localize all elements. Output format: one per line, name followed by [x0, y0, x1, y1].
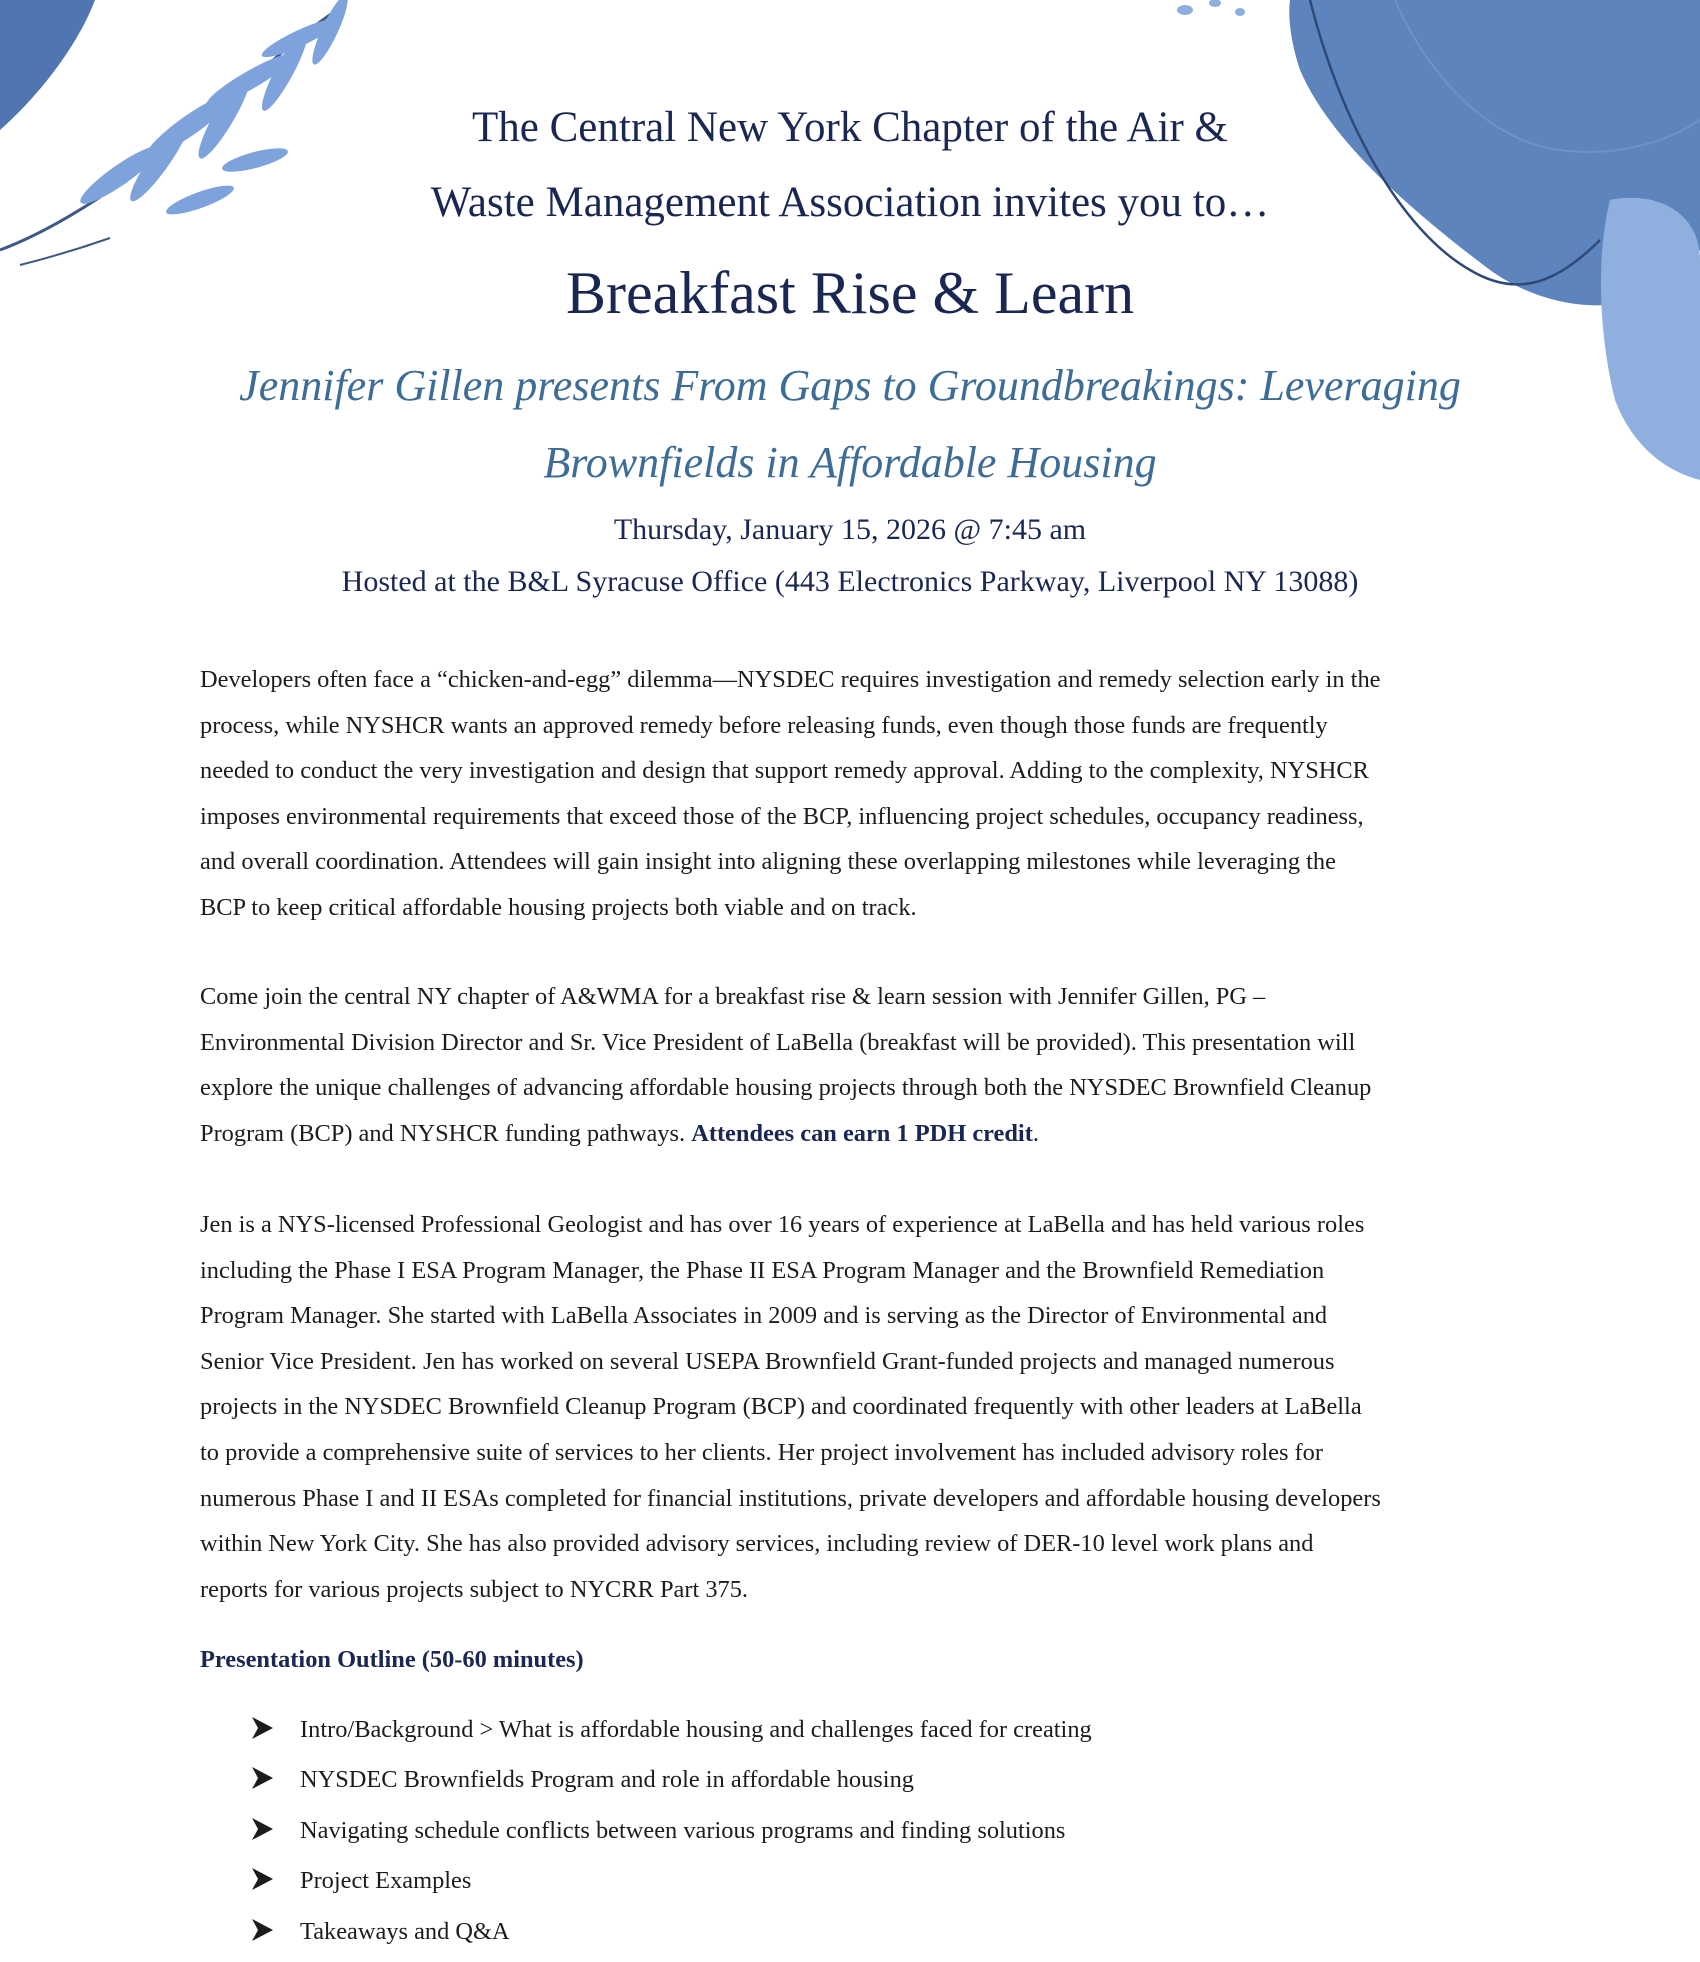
paragraph-line: Jen is a NYS-licensed Professional Geologist and has over 16 years of experience at LaBella and has held various roles: [200, 1211, 1365, 1238]
event-date: Thursday, January 15, 2026 @ 7:45 am: [613, 513, 1087, 546]
paragraph-line: process, while NYSHCR wants an approved remedy before releasing funds, even though those funds are frequently: [200, 711, 1328, 739]
paragraph-speaker-bio: [200, 1202, 1510, 1612]
decorative-dots: [1177, 0, 1245, 16]
event-location: Hosted at the B&L Syracuse Office (443 Electronics Parkway, Liverpool NY 13088): [341, 565, 1359, 598]
arrowhead-bullet-icon: [250, 1766, 274, 1790]
pdh-credit-note: Attendees can earn 1 PDH credit: [691, 1119, 1033, 1147]
paragraph-line: needed to conduct the very investigation and design that support remedy approval. Adding to the complexity, NYSHCR: [200, 757, 1369, 785]
list-item-text: Intro/Background > What is affordable housing and challenges faced for creating: [300, 1716, 1092, 1743]
outline-heading: Presentation Outline (50-60 minutes): [200, 1646, 584, 1673]
paragraph-line: including the Phase I ESA Program Manager, the Phase II ESA Program Manager and the Brownfield Remediation: [200, 1256, 1325, 1284]
paragraph-line: Come join the central NY chapter of A&WMA for a breakfast rise & learn session with Jennifer Gillen, PG –: [200, 983, 1266, 1010]
org-line-1: The Central New York Chapter of the Air &: [472, 104, 1228, 151]
paragraph-line: imposes environmental requirements that exceed those of the BCP, influencing project schedules, occupancy readiness,: [200, 802, 1364, 830]
paragraph-overview: [200, 657, 1510, 931]
paragraph-line: numerous Phase I and II ESAs completed for financial institutions, private developers and affordable housing developers: [200, 1484, 1381, 1512]
paragraph-line: Environmental Division Director and Sr. Vice President of LaBella (breakfast will be provided). This presentation will: [200, 1028, 1356, 1056]
paragraph-line: reports for various projects subject to NYCRR Part 375.: [200, 1575, 749, 1603]
arrowhead-bullet-icon: [250, 1716, 274, 1740]
paragraph-line: Senior Vice President. Jen has worked on several USEPA Brownfield Grant-funded projects and managed numerous: [200, 1347, 1335, 1375]
paragraph-line: projects in the NYSDEC Brownfield Cleanup Program (BCP) and coordinated frequently with other leaders at LaBella: [200, 1393, 1362, 1421]
paragraph-text: Program (BCP) and NYSHCR funding pathways.: [200, 1119, 686, 1147]
arrowhead-bullet-icon: [250, 1817, 274, 1841]
subtitle-line-1: Jennifer Gillen presents From Gaps to Groundbreakings: Leveraging: [239, 361, 1461, 410]
paragraph-line: and overall coordination. Attendees will gain insight into aligning these overlapping milestones while leveraging the: [200, 848, 1336, 876]
paragraph-line: Developers often face a “chicken-and-egg” dilemma—NYSDEC requires investigation and remedy selection early in the: [200, 666, 1381, 693]
paragraph-line: within New York City. She has also provided advisory services, including review of DER-10 level work plans and: [200, 1530, 1314, 1558]
list-item-text: Project Examples: [300, 1867, 472, 1895]
list-item-text: Navigating schedule conflicts between various programs and finding solutions: [300, 1816, 1066, 1844]
page-title: Breakfast Rise & Learn: [565, 260, 1135, 326]
list-item-text: NYSDEC Brownfields Program and role in affordable housing: [300, 1766, 914, 1794]
paragraph-line: BCP to keep critical affordable housing projects both viable and on track.: [200, 893, 917, 921]
list-item-text: Takeaways and Q&A: [300, 1917, 510, 1945]
paragraph-line: to provide a comprehensive suite of services to her clients. Her project involvement has included advisory roles for: [200, 1438, 1323, 1466]
paragraph-line: Program Manager. She started with LaBella Associates in 2009 and is serving as the Director of Environmental and: [200, 1302, 1328, 1330]
paragraph-period: .: [1032, 1119, 1039, 1147]
paragraph-line: explore the unique challenges of advancing affordable housing projects through both the NYSDEC Brownfield Cleanup: [200, 1074, 1372, 1102]
org-line-2: Waste Management Association invites you to…: [430, 179, 1270, 226]
subtitle-line-2: Brownfields in Affordable Housing: [543, 438, 1157, 487]
arrowhead-bullet-icon: [250, 1918, 274, 1942]
arrowhead-bullet-icon: [250, 1867, 274, 1891]
paragraph-invitation: [200, 974, 1510, 1156]
paragraph-line: [200, 1111, 1510, 1157]
